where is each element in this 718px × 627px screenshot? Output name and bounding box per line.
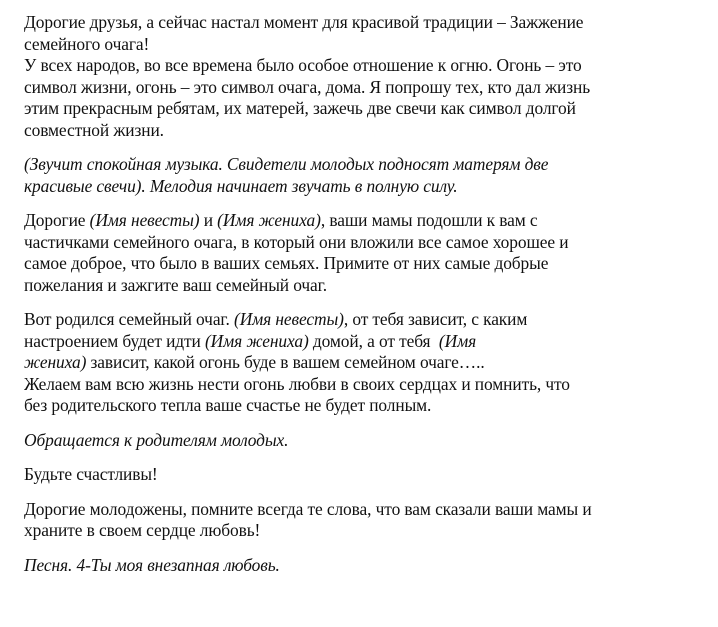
wish-paragraph [24,464,708,486]
text-line: храните в своем сердце любовь! [24,520,261,540]
text-line: Дорогие друзья, а сейчас настал момент для красивой традиции – Зажжение [24,12,584,32]
bride-name-placeholder: (Имя невесты) [234,309,344,329]
groom-name-placeholder: (Имя жениха) [204,330,309,351]
text-segment: зависит, какой огонь буде в вашем семейном очаге….. [86,352,485,372]
song-line: Песня. 4-Ты моя внезапная любовь. [24,554,280,575]
hearth-paragraph [24,309,708,417]
text-segment: , от тебя зависит, с каким [343,309,528,329]
text-line: Дорогие молодожены, помните всегда те слова, что вам сказали ваши мамы и [24,498,592,519]
text-line: частичками семейного очага, в который они вложили все самое хорошее и [24,231,569,252]
text-line [24,309,708,331]
text-line [24,352,708,374]
text-segment: Дорогие [24,210,90,230]
text-line: У всех народов, во все времена было особое отношение к огню. Огонь – это [24,55,582,75]
stage-direction-line: красивые свечи). Мелодия начинает звучать в полную силу. [24,175,458,196]
parents-direction-paragraph [24,430,708,452]
text-line [24,210,708,232]
text-line: символ жизни, огонь – это символ очага, дома. Я попрошу тех, кто дал жизнь [24,76,591,97]
stage-direction-line: (Звучит спокойная музыка. Свидетели молодых подносят матерям две [24,154,549,174]
stage-direction-line: Обращается к родителям молодых. [24,429,289,450]
newlyweds-paragraph [24,499,708,542]
text-segment: Вот родился семейный очаг. [24,309,235,329]
text-line: семейного очага! [24,33,150,54]
text-line: Желаем вам всю жизнь нести огонь любви в своих сердцах и помнить, что [24,373,570,394]
text-line: этим прекрасным ребятам, их матерей, зажечь две свечи как символ долгой [24,98,576,118]
intro-paragraph [24,12,708,141]
text-line [24,331,708,353]
text-segment: и [199,210,218,230]
text-line: самое доброе, что было в ваших семьях. Примите от них самые добрые [24,253,549,273]
text-segment: домой, а от тебя [308,330,439,351]
groom-name-placeholder: (Имя жениха) [217,210,321,230]
song-paragraph [24,555,708,577]
mothers-paragraph [24,210,708,296]
text-line: пожелания и зажгите ваш семейный очаг. [24,274,327,295]
groom-name-placeholder-start: (Имя [438,330,477,351]
text-segment: , ваши мамы подошли к вам с [320,210,538,230]
text-line: Будьте счастливы! [24,464,158,484]
text-segment: настроением будет идти [24,330,205,351]
text-line: без родительского тепла ваше счастье не будет полным. [24,395,432,415]
text-line: совместной жизни. [24,119,164,140]
stage-direction-paragraph [24,154,708,197]
bride-name-placeholder: (Имя невесты) [89,210,200,230]
groom-name-placeholder-end: жениха) [24,352,87,372]
